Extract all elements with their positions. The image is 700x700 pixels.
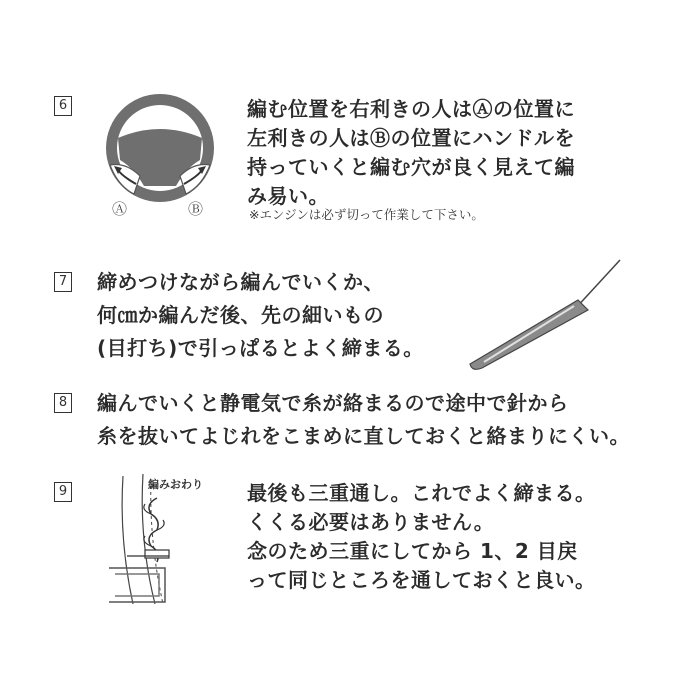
step-9-line-3: 念のため三重にしてから 1、2 目戻	[247, 539, 578, 563]
step-9-line-1: 最後も三重通し。これでよく締まる。	[247, 481, 596, 505]
step-7-line-2: 何㎝か編んだ後、先の細いもの	[97, 303, 384, 327]
step-6-note: ※エンジンは必ず切って作業して下さい。	[249, 207, 484, 222]
step-8-line-1: 編んでいくと静電気で糸が絡まるので途中で針から	[97, 391, 569, 415]
step-6-line-1: 編む位置を右利きの人はⒶの位置に	[247, 97, 575, 121]
step-number-6: 6	[54, 96, 72, 116]
step-7-line-1: 締めつけながら編んでいくか、	[97, 270, 384, 294]
step-9-line-2: くくる必要はありません。	[247, 510, 495, 534]
step-8-line-2: 糸を抜いてよじれをこまめに直しておくと絡まりにくい。	[97, 424, 630, 448]
awl-icon	[462, 256, 632, 376]
step-9-figure-label: 編みおわり	[148, 478, 203, 491]
steering-wheel-icon	[100, 90, 240, 210]
step-6-line-2: 左利きの人はⒷの位置にハンドルを	[247, 126, 575, 150]
step-6-line-3: 持っていくと編む穴が良く見えて編	[247, 155, 575, 179]
step-number-7: 7	[54, 272, 72, 292]
step-number-9: 9	[54, 482, 72, 502]
step-7-line-3: (目打ち)で引っぱるとよく締まる。	[97, 336, 424, 360]
step-9-line-4: って同じところを通しておくと良い。	[247, 568, 596, 592]
position-b-label: Ⓑ	[188, 200, 204, 218]
step-6-line-4: み易い。	[247, 184, 329, 208]
step-number-8: 8	[54, 393, 72, 413]
position-a-label: Ⓐ	[112, 200, 128, 218]
